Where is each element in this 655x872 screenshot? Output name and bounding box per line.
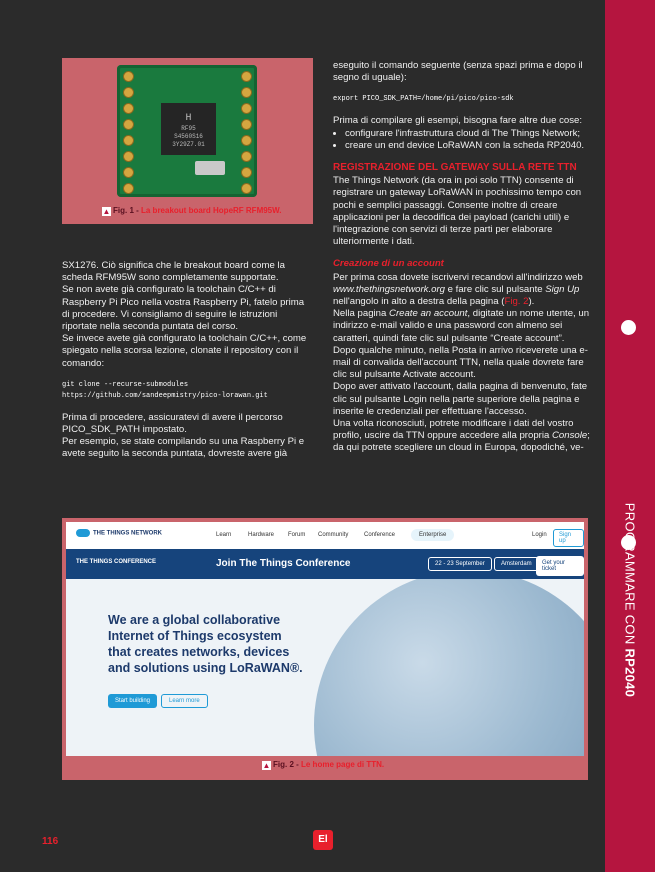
arrow-up-icon: ▲	[102, 207, 111, 216]
figure-1	[62, 58, 313, 224]
paragraph: Nella pagina Create an account, digitate un nome utente, un indirizzo e-mail valido e una password con almeno sei caratteri, quindi fate clic sul pulsante “Create account”.	[333, 308, 590, 344]
right-column	[333, 60, 591, 455]
arrow-up-icon: ▲	[262, 761, 271, 770]
paragraph: The Things Network (da ora in poi solo TTN) consente di registrare un gateway LoRaWAN in pochissimo tempo con pochi e semplici passaggi. Consente inoltre di creare applicazioni per la decodifica dei payload (carichi utili) e l'integrazione con servizi di terze parti per elaborare ulteriormente i dati.	[333, 175, 582, 248]
figure-reference: Fig. 2	[504, 296, 529, 308]
banner-title: Join The Things Conference	[216, 558, 351, 569]
list-item: • configurare l'infrastruttura cloud di The Things Network;	[345, 128, 591, 140]
nav-link-login: Login	[532, 532, 547, 538]
page-number: 116	[42, 836, 59, 847]
paragraph: Per esempio, se state compilando su una Raspberry Pi e avete seguito la seconda puntata, dovreste avere già	[62, 436, 305, 460]
subsection-heading: Creazione di un account	[333, 258, 444, 270]
nav-link-forum: Forum	[288, 532, 306, 538]
hero-title: We are a global collaborative Internet of Things ecosystem that creates networks, devices and solutions using LoRaWAN®.	[108, 613, 303, 675]
paragraph: Se invece avete già configurato la toolchain C/C++, come spiegato nella scorsa lezione, clonate il repository con il comando:	[62, 333, 307, 369]
paragraph: SX1276. Ciò significa che le breakout board come la scheda RFM95W sono completamente supportate.	[62, 260, 285, 284]
nav-link-learn: Learn	[216, 532, 232, 538]
magazine-logo: El	[313, 830, 333, 850]
rfm95w-board-image	[117, 65, 257, 197]
paragraph: Dopo aver attivato l'account, dalla pagina di benvenuto, fate clic sul pulsante Login nella parte superiore della pagina e inserite le credenziali per effettuare l'accesso.	[333, 381, 588, 417]
left-column	[62, 260, 314, 467]
banner-city: Amsterdam	[494, 557, 539, 571]
nav-link-enterprise: Enterprise	[411, 529, 454, 541]
nav-link-conference: Conference	[364, 532, 396, 538]
banner-dates: 22 - 23 September	[428, 557, 492, 571]
conference-banner	[66, 549, 584, 579]
paragraph: Una volta riconosciuti, potrete modificare i dati del vostro profilo, uscire da TTN oppure accedere alla propria Console; da qui potrete scegliere un cloud in Europa, dopodiché, ve-	[333, 418, 590, 454]
rf-chip: H RF95 S4560S16 3Y29Z7.01	[161, 103, 216, 155]
section-sidebar	[605, 0, 655, 872]
paragraph: Se non avete già configurato la toolchain C/C++ di Raspberry Pi Pico nella vostra Raspberry Pi, fatelo prima di procedere. Vi consigliamo di seguire le istruzioni riportate nella seconda puntata del corso.	[62, 284, 305, 333]
paragraph: Prima di procedere, assicuratevi di avere il percorso PICO_SDK_PATH impostato.	[62, 411, 283, 436]
code-block: export PICO_SDK_PATH=/home/pi/pico/pico-sdk	[333, 95, 514, 104]
paragraph: Per prima cosa dovete iscrivervi recandovi all'indirizzo web www.thethingsnetwork.org e fare clic sul pulsante Sign Up nell'angolo in alto a destra della pagina (Fig. 2).	[333, 271, 583, 308]
section-heading: REGISTRAZIONE DEL GATEWAY SULLA RETE TTN	[333, 162, 577, 174]
figure-2-caption: ▲ Fig. 2 - Le home page di TTN.	[262, 760, 385, 770]
paragraph: Prima di compilare gli esempi, bisogna fare altre due cose:	[333, 115, 583, 127]
crystal	[195, 161, 225, 175]
code-block: git clone --recurse-submodules https://github.com/sandeepmistry/pico-lorawan.git	[62, 380, 268, 400]
get-ticket-button: Get your ticket	[536, 556, 584, 576]
list-item: • creare un end device LoRaWAN con la scheda RP2040.	[345, 140, 591, 152]
sidebar-dot	[621, 320, 636, 335]
bullet-list	[333, 128, 591, 152]
site-navbar	[66, 522, 584, 550]
paragraph: eseguito il comando seguente (senza spazi prima e dopo il segno di uguale):	[333, 60, 583, 84]
cloud-icon	[76, 529, 90, 537]
paragraph: Dopo qualche minuto, nella Posta in arrivo riceverete una e-mail di convalida dell'account TTN, nella quale dovrete fare clic sul pulsante Activate account.	[333, 344, 588, 381]
nav-signup-button: Sign up	[553, 529, 584, 547]
section-name: PROGRAMMARE CON RP2040	[622, 502, 638, 698]
figure-1-caption: ▲ Fig. 1 - La breakout board HopeRF RFM95W.	[102, 206, 282, 216]
nav-link-community: Community	[318, 532, 349, 538]
conference-logo: THE THINGS CONFERENCE	[76, 559, 157, 565]
learn-more-button: Learn more	[161, 694, 208, 708]
nav-link-hardware: Hardware	[248, 532, 275, 538]
ttn-logo: THE THINGS NETWORK	[76, 529, 162, 537]
start-building-button: Start building	[108, 694, 157, 708]
ttn-homepage-screenshot	[66, 522, 584, 756]
figure-2	[62, 518, 588, 780]
